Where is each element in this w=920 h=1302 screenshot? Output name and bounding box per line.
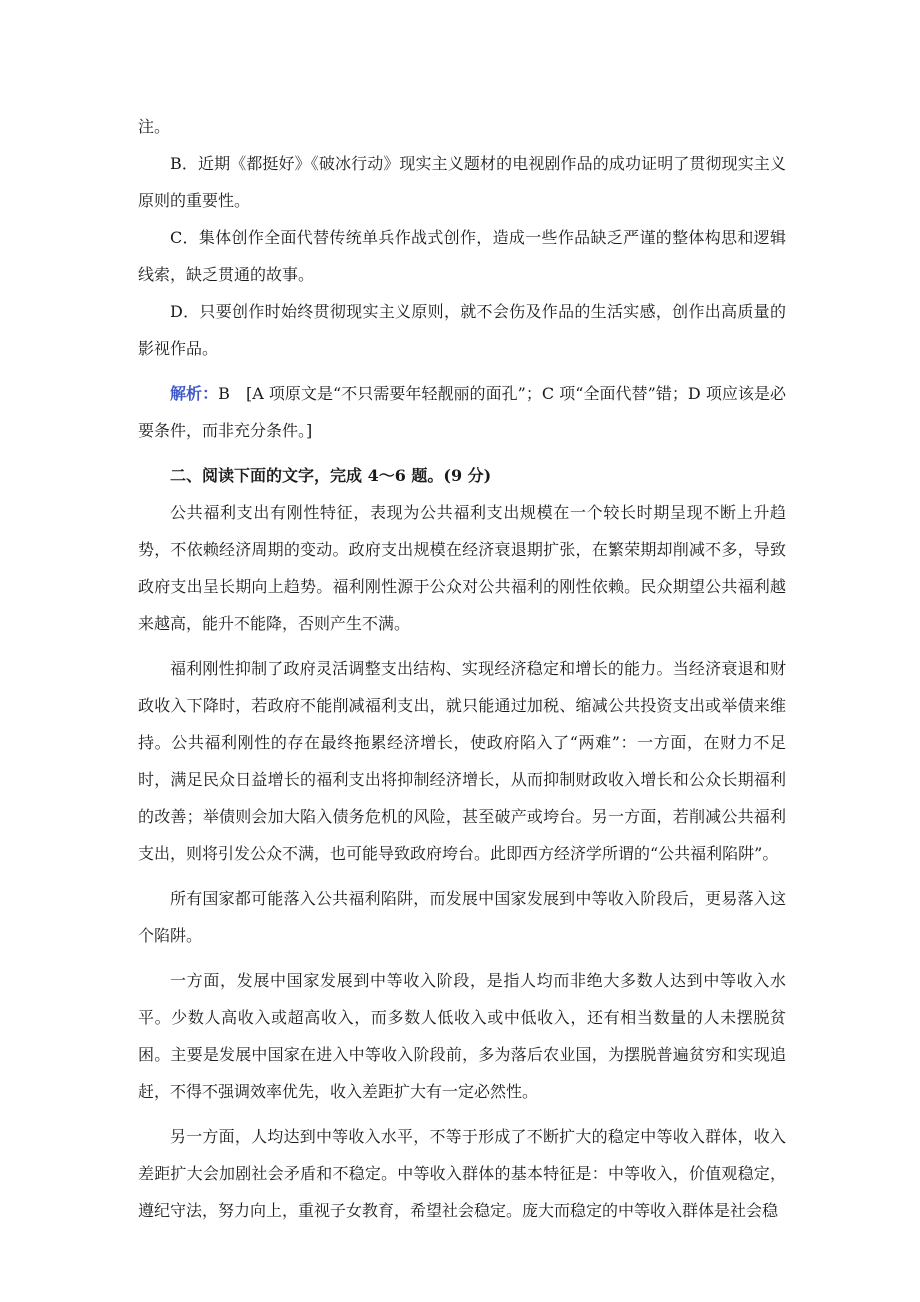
option-c: C．集体创作全面代替传统单兵作战式创作，造成一些作品缺乏严谨的整体构思和逻辑线索，缺乏贯通的故事。 — [138, 228, 786, 284]
passage-paragraph-2: 福利刚性抑制了政府灵活调整支出结构、实现经济稳定和增长的能力。当经济衰退和财政收入下降时，若政府不能削减福利支出，就只能通过加税、缩减公共投资支出或举债来维持。公共福利刚性的存在最终拖累经济增长，使政府陷入了“两难”：一方面，在财力不足时，满足民众日益增长的福利支出将抑制经济增长，从而抑制财政收入增长和公众长期福利的改善；举债则会加大陷入债务危机的风险，甚至破产或垮台。另一方面，若削减公共福利支出，则将引发公众不满，也可能导致政府垮台。此即西方经济学所谓的“公共福利陷阱”。 — [138, 659, 786, 863]
document-page — [138, 108, 786, 1229]
passage-paragraph-5: 另一方面，人均达到中等收入水平，不等于形成了不断扩大的稳定中等收入群体，收入差距扩大会加剧社会矛盾和不稳定。中等收入群体的基本特征是：中等收入，价值观稳定，遵纪守法，努力向上，重视子女教育，希望社会稳定。庞大而稳定的中等收入群体是社会稳 — [138, 1127, 786, 1220]
option-b: B．近期《都挺好》《破冰行动》现实主义题材的电视剧作品的成功证明了贯彻现实主义原则的重要性。 — [138, 154, 786, 210]
passage-paragraph-1: 公共福利支出有刚性特征，表现为公共福利支出规模在一个较长时期呈现不断上升趋势，不依赖经济周期的变动。政府支出规模在经济衰退期扩张，在繁荣期却削减不多，导致政府支出呈长期向上趋势。福利刚性源于公众对公共福利的刚性依赖。民众期望公共福利越来越高，能升不能降，否则产生不满。 — [138, 503, 786, 633]
passage-paragraph-3: 所有国家都可能落入公共福利陷阱，而发展中国家发展到中等收入阶段后，更易落入这个陷阱。 — [138, 889, 786, 945]
option-d: D．只要创作时始终贯彻现实主义原则，就不会伤及作品的生活实感，创作出高质量的影视作品。 — [138, 302, 786, 358]
passage-paragraph-4: 一方面，发展中国家发展到中等收入阶段，是指人均而非绝大多数人达到中等收入水平。少数人高收入或超高收入，而多数人低收入或中低收入，还有相当数量的人未摆脱贫困。主要是发展中国家在进入中等收入阶段前，多为落后农业国，为摆脱普遍贫穷和实现追赶，不得不强调效率优先，收入差距扩大有一定必然性。 — [138, 971, 786, 1101]
option-a-tail: 注。 — [138, 117, 171, 136]
answer-explanation — [138, 375, 786, 449]
answer-text: B [A 项原文是“不只需要年轻靓丽的面孔”；C 项“全面代替”错；D 项应该是必要条件，而非充分条件。] — [138, 384, 786, 440]
section-title: 二、阅读下面的文字，完成 4～6 题。(9 分) — [170, 466, 492, 485]
answer-label: 解析： — [170, 384, 219, 403]
